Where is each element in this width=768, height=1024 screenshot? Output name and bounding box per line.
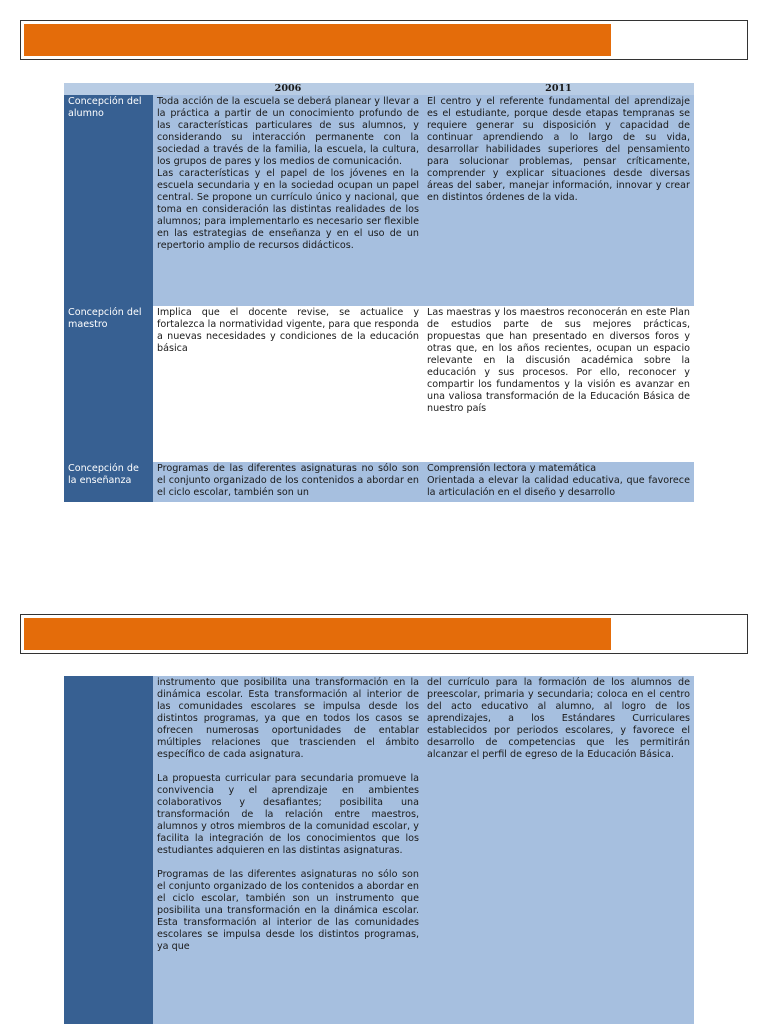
cell-2006-maestro (153, 306, 423, 462)
paragraph-gap (157, 857, 419, 869)
row-concepcion-ensenanza (64, 462, 694, 502)
cell-2011-maestro (423, 306, 694, 462)
comparison-table-page-1 (64, 83, 694, 502)
cell-paragraph: Las características y el papel de los jóvenes en la escuela secundaria y en la sociedad ocupan un papel central. Se propone un currículo único y nacional, que toma en consideración las distintas realidades de los alumnos; para implementarlo es necesario ser flexible en las estrategias de enseñanza y en el uso de un repertorio amplio de recursos didácticos. (157, 168, 419, 251)
row-label-alumno: Concepción del alumno (64, 95, 153, 306)
cell-paragraph: instrumento que posibilita una transformación en la dinámica escolar. Esta transformación al interior de las comunidades escolares se impulsa desde los distintos programas, ya que en todos los casos se ofrecen numerosas oportunidades de entablar múltiples relaciones que trascienden el ámbito específico de cada asignatura. (157, 677, 419, 760)
page-header-2 (20, 614, 748, 654)
cell-paragraph: Implica que el docente revise, se actualice y fortalezca la normatividad vigente, para que responda a nuevas necesidades y condiciones de la educación básica (157, 307, 419, 354)
row-concepcion-alumno (64, 95, 694, 306)
cell-paragraph: Las maestras y los maestros reconocerán en este Plan de estudios parte de sus mejores prácticas, propuestas que han presentado en diversos foros y otras que, en los años recientes, ocupan un espacio relevante en la discusión académica sobre la educación y sus procesos. Por ello, reconocer y compartir los fundamentos y la visión es avanzar en una valiosa transformación de la Educación Básica de nuestro país (427, 307, 690, 414)
orange-header-bar (24, 24, 611, 56)
cell-2011-ensenanza-continued (423, 676, 694, 1024)
row-concepcion-ensenanza-continued (64, 676, 694, 1024)
cell-paragraph: Comprensión lectora y matemática (427, 463, 597, 474)
cell-paragraph: del currículo para la formación de los alumnos de preescolar, primaria y secundaria; coloca en el centro del acto educativo al alumno, al logro de los aprendizajes, a los Estándares Curriculares establecidos por periodos escolares, y favorece el desarrollo de competencias que les permitirán alcanzar el perfil de egreso de la Educación Básica. (427, 677, 690, 760)
paragraph-gap (157, 761, 419, 773)
page-header-1 (20, 20, 748, 60)
cell-2011-alumno (423, 95, 694, 306)
row-label-continued (64, 676, 153, 1024)
row-concepcion-maestro (64, 306, 694, 462)
cell-paragraph: Programas de las diferentes asignaturas no sólo son el conjunto organizado de los contenidos a abordar en el ciclo escolar, también son un instrumento que posibilita una transformación en la dinámica escolar. Esta transformación al interior de las comunidades escolares se impulsa desde los distintos programas, ya que (157, 869, 419, 952)
cell-paragraph: Orientada a elevar la calidad educativa, que favorece la articulación en el diseño y desarrollo (427, 475, 690, 498)
cell-2006-ensenanza (153, 462, 423, 502)
year-2006-header: 2006 (274, 83, 302, 94)
cell-paragraph: La propuesta curricular para secundaria promueve la convivencia y el aprendizaje en ambientes colaborativos y desafiantes; posibilita una transformación de la relación entre maestros, alumnos y otros miembros de la comunidad escolar, y facilita la integración de los conocimientos que los estudiantes adquieren en las distintas asignaturas. (157, 773, 419, 856)
comparison-table-page-2 (64, 676, 694, 1024)
row-label-ensenanza: Concepción de la enseñanza (64, 462, 153, 502)
cell-paragraph: Programas de las diferentes asignaturas no sólo son el conjunto organizado de los contenidos a abordar en el ciclo escolar, también son un (157, 463, 419, 498)
year-header-row (64, 83, 694, 95)
year-header-empty (64, 83, 153, 95)
cell-paragraph: Toda acción de la escuela se deberá planear y llevar a la práctica a partir de un conocimiento profundo de las características particulares de sus alumnos, y considerando su interacción permanente con la sociedad a través de la familia, la escuela, la cultura, los grupos de pares y los medios de comunicación. (157, 96, 419, 167)
cell-2006-ensenanza-continued (153, 676, 423, 1024)
cell-2011-ensenanza (423, 462, 694, 502)
cell-paragraph: El centro y el referente fundamental del aprendizaje es el estudiante, porque desde etapas tempranas se requiere generar su disposición y capacidad de continuar aprendiendo a lo largo de su vida, desarrollar habilidades superiores del pensamiento para solucionar problemas, pensar críticamente, comprender y explicar situaciones desde diversas áreas del saber, manejar información, innovar y crear en distintos órdenes de la vida. (427, 96, 690, 203)
cell-2006-alumno (153, 95, 423, 306)
orange-header-bar (24, 618, 611, 650)
year-2011-header: 2011 (545, 83, 572, 94)
row-label-maestro: Concepción del maestro (64, 306, 153, 462)
